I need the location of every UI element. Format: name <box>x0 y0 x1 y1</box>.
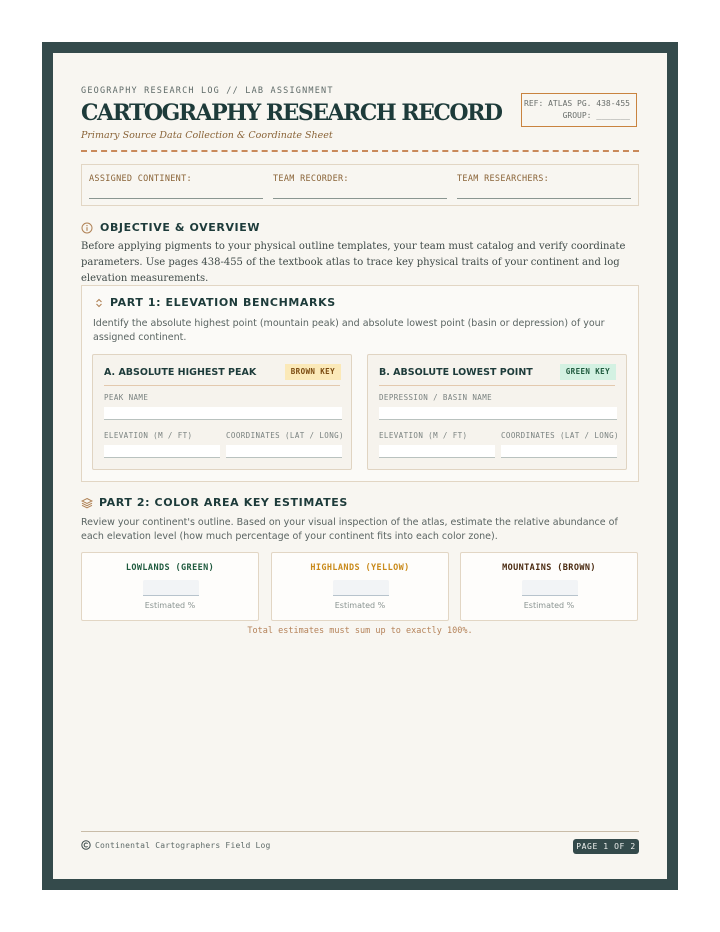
lowest-point-title: B. ABSOLUTE LOWEST POINT <box>379 367 533 378</box>
page-subtitle: Primary Source Data Collection & Coordinate Sheet <box>81 130 333 141</box>
researchers-label: TEAM RESEARCHERS: <box>457 174 550 184</box>
peak-coordinates-input[interactable] <box>226 445 342 458</box>
basin-name-input[interactable] <box>379 407 617 420</box>
reference-box <box>521 93 637 127</box>
brown-key-badge: BROWN KEY <box>285 364 341 380</box>
researchers-input-line[interactable] <box>457 198 631 199</box>
highest-peak-title: A. ABSOLUTE HIGHEST PEAK <box>104 367 257 378</box>
copyright-icon <box>81 840 91 850</box>
header-kicker: GEOGRAPHY RESEARCH LOG // LAB ASSIGNMENT <box>81 86 334 96</box>
basin-elevation-label: ELEVATION (M / FT) <box>379 431 468 440</box>
highlands-label: HIGHLANDS (YELLOW) <box>310 563 410 573</box>
lowest-point-card <box>367 354 627 470</box>
mountains-label: MOUNTAINS (BROWN) <box>502 563 596 573</box>
lowlands-label: LOWLANDS (GREEN) <box>125 563 215 573</box>
estimate-caption: Estimated % <box>523 601 575 610</box>
lowlands-card <box>81 552 259 621</box>
footer-divider <box>81 831 639 832</box>
info-icon <box>81 222 93 234</box>
part1-text: Identify the absolute highest point (mountain peak) and absolute lowest point (basin or depression) of your assigned continent. <box>93 318 605 343</box>
card-divider <box>104 385 340 386</box>
card-divider <box>379 385 615 386</box>
basin-coordinates-label: COORDINATES (LAT / LONG) <box>501 431 619 440</box>
objective-heading: OBJECTIVE & OVERVIEW <box>100 221 261 234</box>
atlas-reference: REF: ATLAS PG. 438-455 <box>524 99 630 108</box>
layers-icon <box>81 497 93 509</box>
part1-heading: PART 1: ELEVATION BENCHMARKS <box>110 296 336 309</box>
estimate-caption: Estimated % <box>334 601 386 610</box>
peak-elevation-label: ELEVATION (M / FT) <box>104 431 193 440</box>
group-field[interactable]: GROUP: _______ <box>562 111 630 120</box>
unfold-icon <box>93 297 105 309</box>
part2-text: Review your continent's outline. Based on your visual inspection of the atlas, estimate the relative abundance of each elevation level (how much percentage of your continent fits into each color zone). <box>81 517 618 542</box>
basin-elevation-input[interactable] <box>379 445 495 458</box>
page-title: CARTOGRAPHY RESEARCH RECORD <box>81 100 502 126</box>
lowlands-percent-input[interactable] <box>143 580 199 596</box>
mountains-card <box>460 552 638 621</box>
recorder-input-line[interactable] <box>273 198 447 199</box>
continent-input-line[interactable] <box>89 198 263 199</box>
peak-elevation-input[interactable] <box>104 445 220 458</box>
peak-name-input[interactable] <box>104 407 342 420</box>
highest-peak-card <box>92 354 352 470</box>
header-divider <box>81 150 639 152</box>
objective-text: Before applying pigments to your physical outline templates, your team must catalog and verify coordinate parameters. Use pages 438-455 of the textbook atlas to trace key physical traits of your continent and log elevation measurements. <box>81 241 626 284</box>
assignment-row <box>81 164 639 206</box>
estimate-caption: Estimated % <box>144 601 196 610</box>
peak-name-label: PEAK NAME <box>104 393 149 402</box>
part2-heading: PART 2: COLOR AREA KEY ESTIMATES <box>99 496 348 509</box>
basin-coordinates-input[interactable] <box>501 445 617 458</box>
total-note: Total estimates must sum up to exactly 100%. <box>247 626 473 636</box>
highlands-card <box>271 552 449 621</box>
green-key-badge: GREEN KEY <box>560 364 616 380</box>
recorder-label: TEAM RECORDER: <box>273 174 349 184</box>
highlands-percent-input[interactable] <box>333 580 389 596</box>
footer-text: Continental Cartographers Field Log <box>95 841 271 850</box>
continent-label: ASSIGNED CONTINENT: <box>89 174 192 184</box>
peak-coordinates-label: COORDINATES (LAT / LONG) <box>226 431 344 440</box>
basin-name-label: DEPRESSION / BASIN NAME <box>379 393 493 402</box>
mountains-percent-input[interactable] <box>522 580 578 596</box>
page-number-badge: PAGE 1 OF 2 <box>573 839 639 854</box>
